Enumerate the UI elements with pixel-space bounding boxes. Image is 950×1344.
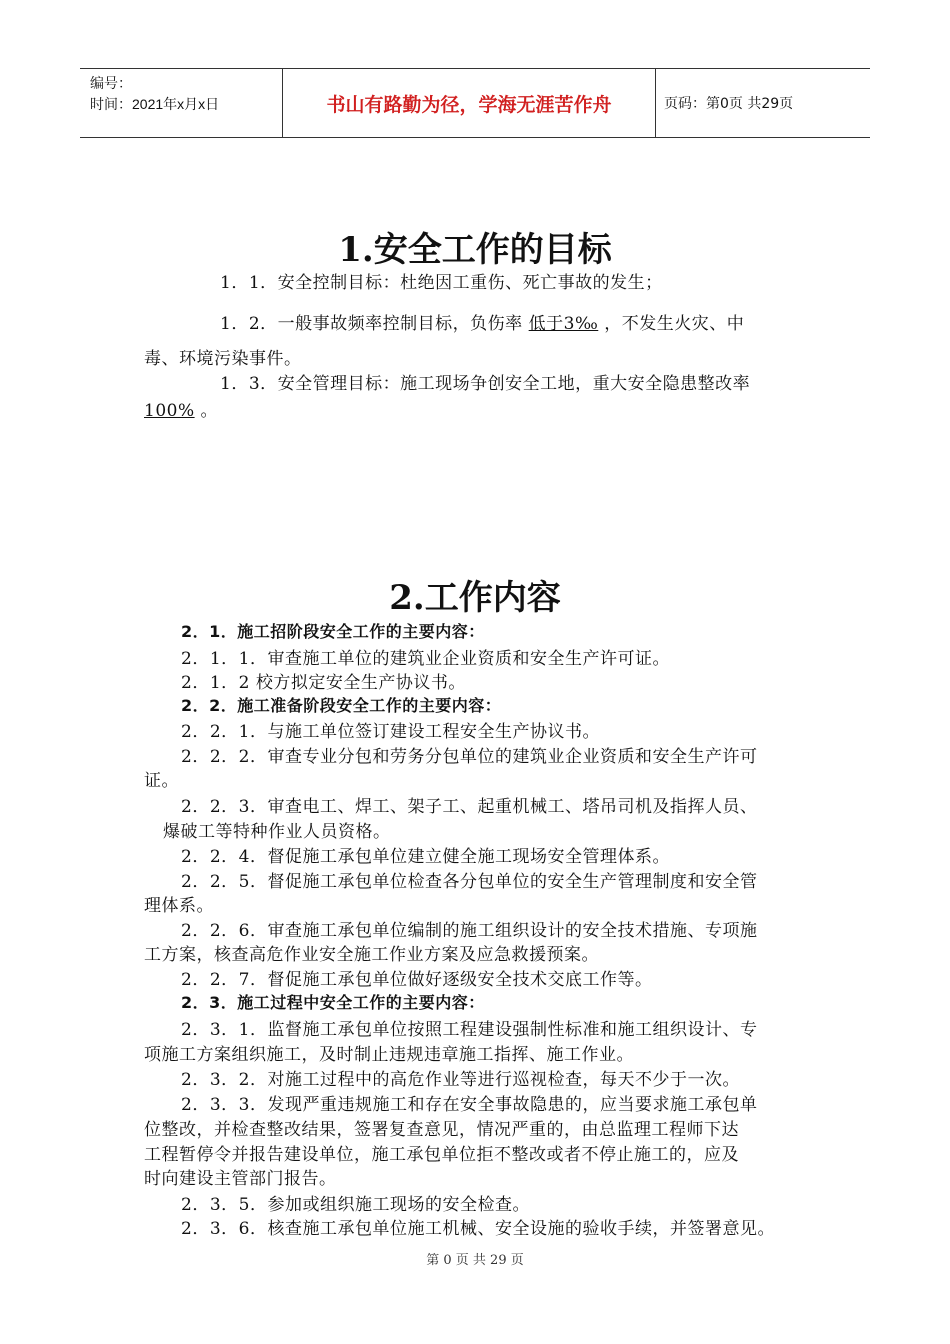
section2-title: 2.工作内容	[389, 578, 561, 618]
item-1-2-cont: 毒、环境污染事件。	[144, 349, 302, 369]
motto: 书山有路勤为径，学海无涯苦作舟	[282, 69, 656, 137]
line: 2．1．1．审查施工单位的建筑业企业资质和安全生产许可证。	[181, 649, 670, 669]
line: 2．2．3．审查电工、焊工、架子工、起重机械工、塔吊司机及指挥人员、	[181, 797, 758, 817]
line: 2．2．1．与施工单位签订建设工程安全生产协议书。	[181, 722, 600, 742]
header-table	[80, 68, 870, 138]
section1-title: 1.安全工作的目标	[338, 230, 612, 270]
item-1-2-tail: ，不发生火灾、中	[604, 314, 745, 334]
item-1-2	[220, 309, 744, 334]
rectify-rate: 100%	[144, 401, 195, 421]
time-label: 时间：2021年x月x日	[90, 96, 220, 112]
number-label: 编号：	[90, 75, 132, 91]
line: 2．2．4．督促施工承包单位建立健全施工现场安全管理体系。	[181, 847, 670, 867]
line: 2．1．2 校方拟定安全生产协议书。	[181, 673, 466, 693]
period: 。	[200, 401, 219, 421]
line: 2．2．2．审查专业分包和劳务分包单位的建筑业企业资质和安全生产许可	[181, 747, 758, 767]
header-left-cell	[80, 69, 282, 137]
line: 爆破工等特种作业人员资格。	[163, 822, 391, 842]
line: 理体系。	[144, 896, 214, 916]
injury-rate: 低于3‰	[528, 314, 599, 334]
line: 位整改，并检查整改结果，签署复查意见，情况严重的，由总监理工程师下达	[144, 1120, 739, 1140]
item-1-3-cont	[144, 396, 218, 421]
line: 项施工方案组织施工，及时制止违规违章施工指挥、施工作业。	[144, 1045, 634, 1065]
page-footer: 第 0 页 共 29 页	[426, 1253, 524, 1268]
page-info: 页码：第0页 共29页	[664, 96, 794, 112]
line: 2．3．3．发现严重违规施工和存在安全事故隐患的，应当要求施工承包单	[181, 1095, 758, 1115]
item-1-1: 1．1．安全控制目标：杜绝因工重伤、死亡事故的发生；	[220, 273, 663, 293]
line: 2．1．施工招阶段安全工作的主要内容：	[181, 622, 485, 641]
line: 2．2．施工准备阶段安全工作的主要内容：	[181, 696, 502, 715]
item-1-3: 1．3．安全管理目标：施工现场争创安全工地，重大安全隐患整改率	[220, 374, 751, 394]
line: 证。	[144, 771, 179, 791]
line: 2．2．6．审查施工承包单位编制的施工组织设计的安全技术措施、专项施	[181, 921, 758, 941]
item-1-2-text: 1．2．一般事故频率控制目标，负伤率	[220, 314, 523, 334]
line: 2．3．施工过程中安全工作的主要内容：	[181, 993, 485, 1012]
line: 时向建设主管部门报告。	[144, 1169, 337, 1189]
line: 2．2．5．督促施工承包单位检查各分包单位的安全生产管理制度和安全管	[181, 872, 758, 892]
line: 2．3．5．参加或组织施工现场的安全检查。	[181, 1195, 530, 1215]
line: 2．3．6．核查施工承包单位施工机械、安全设施的验收手续，并签署意见。	[181, 1219, 775, 1239]
line: 工程暂停令并报告建设单位，施工承包单位拒不整改或者不停止施工的，应及	[144, 1145, 739, 1165]
line: 2．2．7．督促施工承包单位做好逐级安全技术交底工作等。	[181, 970, 653, 990]
line: 2．3．2．对施工过程中的高危作业等进行巡视检查，每天不少于一次。	[181, 1070, 740, 1090]
line: 工方案，核查高危作业安全施工作业方案及应急救援预案。	[144, 945, 599, 965]
line: 2．3．1．监督施工承包单位按照工程建设强制性标准和施工组织设计、专	[181, 1020, 758, 1040]
